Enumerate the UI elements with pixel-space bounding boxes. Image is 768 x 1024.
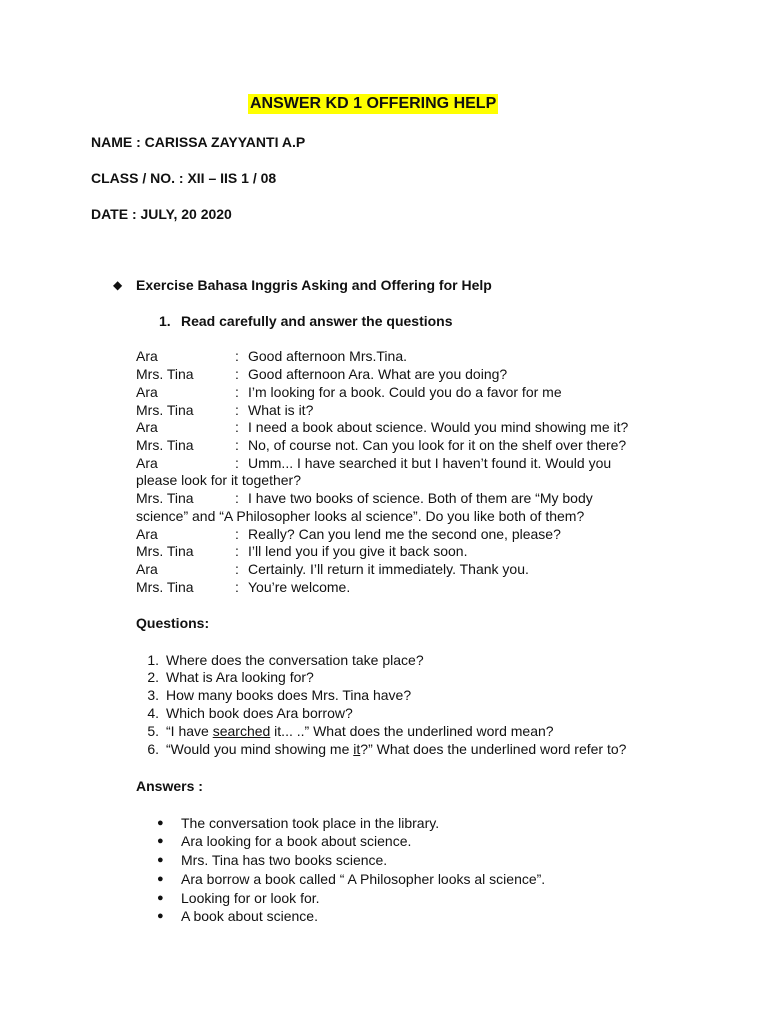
dialogue-speaker: Mrs. Tina	[136, 490, 194, 506]
dialogue-line: What is it?	[248, 402, 314, 418]
dialogue-speaker: Ara	[136, 526, 158, 542]
underlined-word: it	[353, 741, 361, 757]
question-number: 3.	[147, 687, 159, 703]
question-text: How many books does Mrs. Tina have?	[166, 687, 412, 703]
dialogue-line: Umm... I have searched it but I haven’t found it. Would you	[248, 455, 612, 471]
question-text: What is Ara looking for?	[166, 669, 314, 685]
dialogue-line-continued: science” and “A Philosopher looks al science”. Do you like both of them?	[136, 508, 585, 524]
answers-heading: Answers :	[136, 778, 203, 794]
dialogue-line: I’m looking for a book. Could you do a favor for me	[248, 384, 562, 400]
question-text	[166, 740, 626, 758]
question-number: 1.	[147, 652, 159, 668]
dialogue-colon: :	[235, 402, 239, 418]
dialogue-speaker: Ara	[136, 384, 158, 400]
dialogue-speaker: Ara	[136, 348, 158, 364]
bullet-icon: ●	[157, 835, 164, 847]
dialogue-line: I have two books of science. Both of them are “My body	[248, 490, 593, 506]
answer-item: The conversation took place in the library.	[181, 815, 440, 831]
dialogue-speaker: Ara	[136, 419, 158, 435]
answer-item: Ara looking for a book about science.	[181, 833, 412, 849]
instruction-number: 1.	[159, 313, 171, 329]
question-text-pre: “I have	[166, 723, 213, 739]
question-text-post: ?” What does the underlined word refer to?	[360, 741, 627, 757]
student-class: CLASS / NO. : XII – IIS 1 / 08	[91, 170, 277, 186]
dialogue-speaker: Mrs. Tina	[136, 402, 194, 418]
dialogue-colon: :	[235, 384, 239, 400]
dialogue-speaker: Mrs. Tina	[136, 579, 194, 595]
dialogue-colon: :	[235, 348, 239, 364]
bullet-icon: ●	[157, 854, 164, 866]
dialogue-line: Really? Can you lend me the second one, please?	[248, 526, 561, 542]
student-name: NAME : CARISSA ZAYYANTI A.P	[91, 134, 306, 150]
instruction-text: Read carefully and answer the questions	[181, 313, 453, 329]
dialogue-speaker: Mrs. Tina	[136, 366, 194, 382]
dialogue-speaker: Ara	[136, 455, 158, 471]
question-number: 5.	[147, 723, 159, 739]
answer-item: Ara borrow a book called “ A Philosopher looks al science”.	[181, 871, 546, 887]
dialogue-colon: :	[235, 366, 239, 382]
bullet-icon: ●	[157, 892, 164, 904]
diamond-bullet-icon: ◆	[113, 278, 123, 292]
question-number: 6.	[147, 741, 159, 757]
dialogue-line: Good afternoon Mrs.Tina.	[248, 348, 408, 364]
question-text: Which book does Ara borrow?	[166, 705, 353, 721]
dialogue-colon: :	[235, 526, 239, 542]
dialogue-speaker: Ara	[136, 561, 158, 577]
dialogue-line: I need a book about science. Would you mind showing me it?	[248, 419, 629, 435]
answer-item: A book about science.	[181, 908, 318, 924]
dialogue-line: Certainly. I’ll return it immediately. Thank you.	[248, 561, 529, 577]
questions-heading: Questions:	[136, 615, 210, 631]
question-text-pre: “Would you mind showing me	[166, 741, 354, 757]
dialogue-colon: :	[235, 579, 239, 595]
exercise-heading: Exercise Bahasa Inggris Asking and Offering for Help	[136, 277, 492, 293]
question-text	[166, 722, 554, 740]
document-date: DATE : JULY, 20 2020	[91, 206, 232, 222]
dialogue-line: I’ll lend you if you give it back soon.	[248, 543, 468, 559]
dialogue-colon: :	[235, 419, 239, 435]
bullet-icon: ●	[157, 873, 164, 885]
bullet-icon: ●	[157, 817, 164, 829]
question-text: Where does the conversation take place?	[166, 652, 424, 668]
dialogue-colon: :	[235, 561, 239, 577]
dialogue-colon: :	[235, 437, 239, 453]
question-number: 2.	[147, 669, 159, 685]
dialogue-colon: :	[235, 455, 239, 471]
dialogue-colon: :	[235, 543, 239, 559]
answer-item: Mrs. Tina has two books science.	[181, 852, 388, 868]
dialogue-line-continued: please look for it together?	[136, 472, 301, 488]
bullet-icon: ●	[157, 910, 164, 922]
dialogue-line: No, of course not. Can you look for it on the shelf over there?	[248, 437, 627, 453]
document-title: ANSWER KD 1 OFFERING HELP	[250, 95, 497, 112]
dialogue-colon: :	[235, 490, 239, 506]
dialogue-line: Good afternoon Ara. What are you doing?	[248, 366, 508, 382]
dialogue-speaker: Mrs. Tina	[136, 543, 194, 559]
dialogue-speaker: Mrs. Tina	[136, 437, 194, 453]
question-text-post: it... ..” What does the underlined word mean?	[270, 723, 554, 739]
answer-item: Looking for or look for.	[181, 890, 320, 906]
dialogue-line: You’re welcome.	[248, 579, 351, 595]
question-number: 4.	[147, 705, 159, 721]
underlined-word: searched	[212, 723, 271, 739]
